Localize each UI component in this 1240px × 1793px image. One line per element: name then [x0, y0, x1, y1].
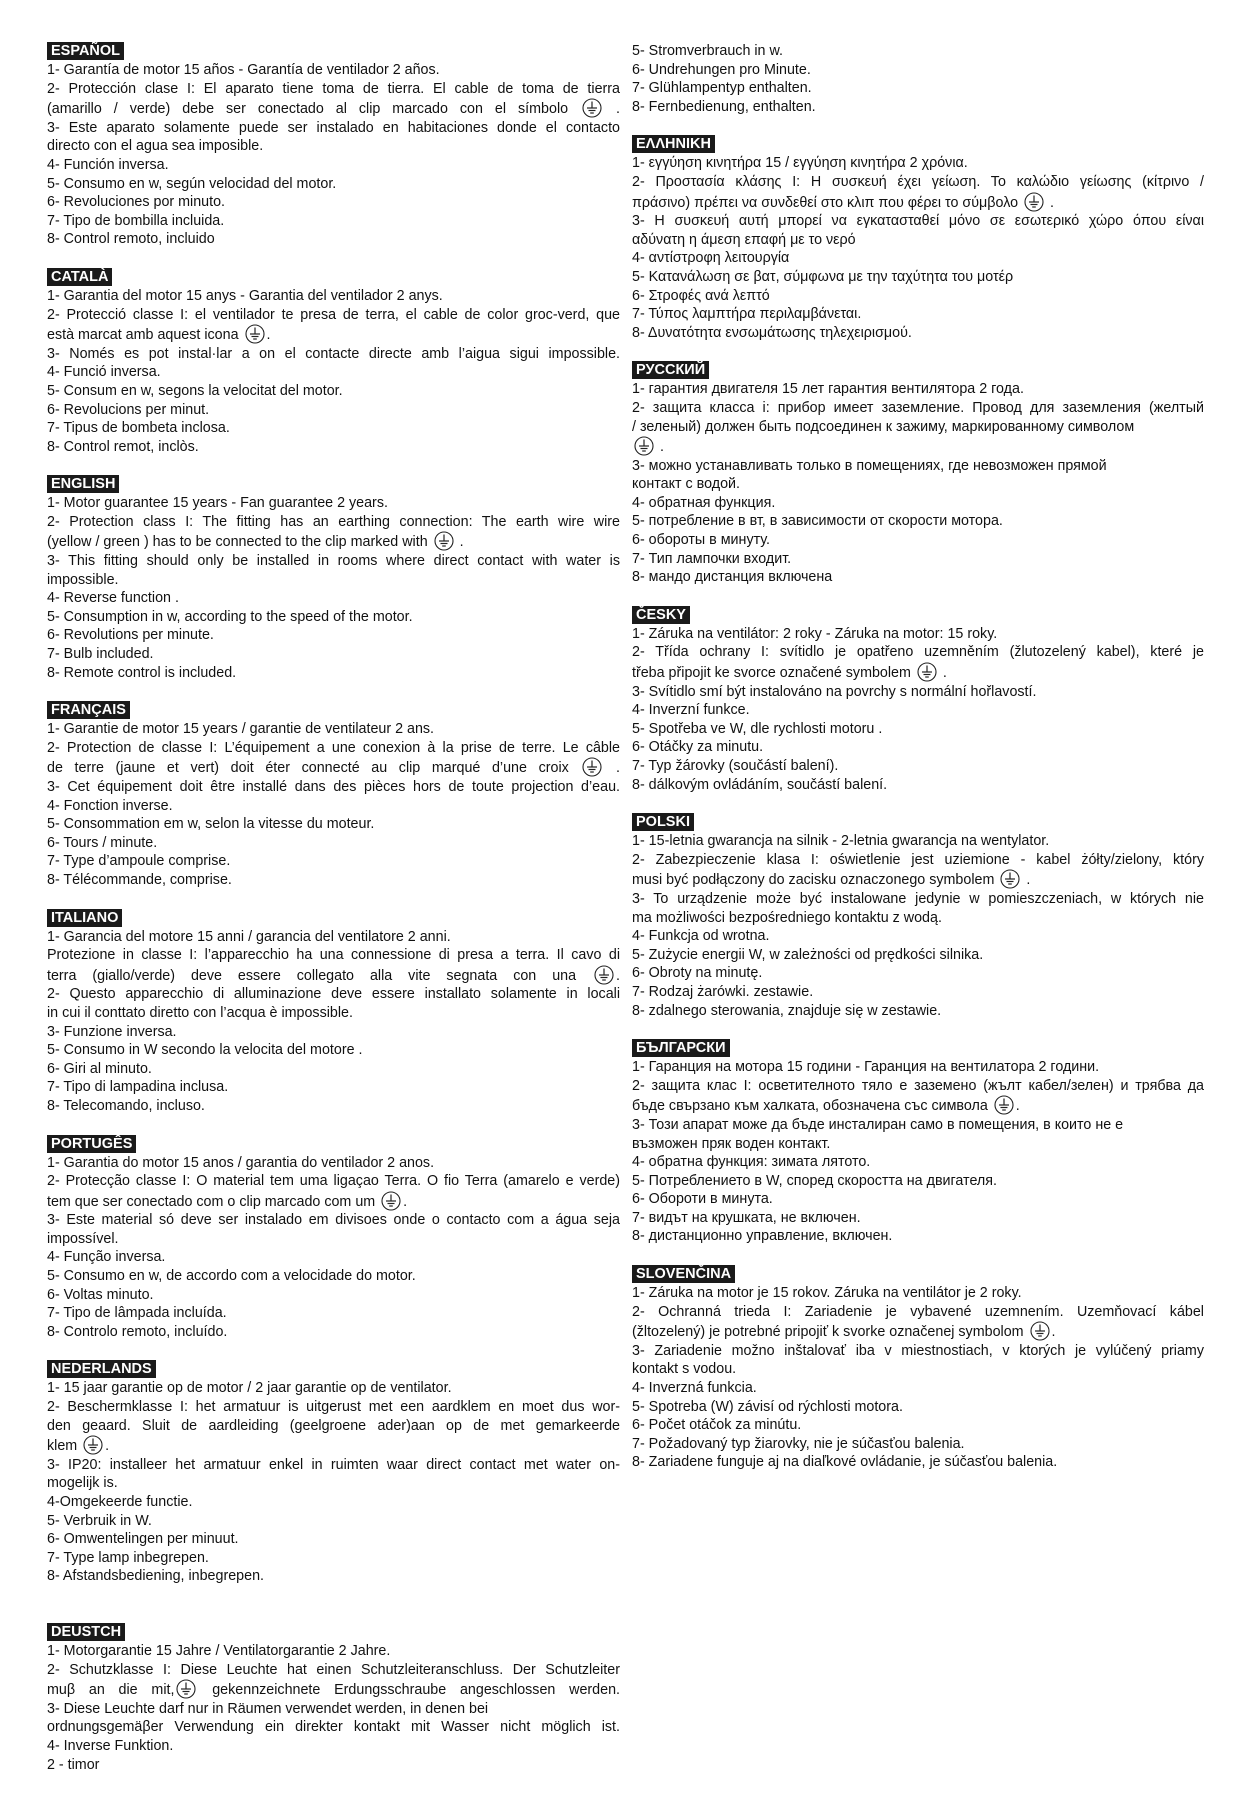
text-line: 3- Funzione inversa. — [47, 1023, 177, 1040]
text-line: 8- Δυνατότητα ενσωμάτωσης τηλεχειρισμού. — [632, 324, 912, 341]
text-line: 1- Motor guarantee 15 years - Fan guarantee 2 years. — [47, 495, 388, 512]
text-line: 2- Protecção classe I: O material tem uma ligaçao Terra. O fio Terra (amarelo e verde) — [47, 1173, 620, 1190]
text-line: контакт с водой. — [632, 476, 740, 493]
text-line: 5- Zużycie energii W, w zależności od prędkości silnika. — [632, 946, 984, 963]
earth-ground-icon — [245, 324, 265, 344]
section-esky — [632, 606, 1204, 794]
text-line: 2- Questo apparecchio di alluminazione deve essere installato solamente in locali — [47, 986, 620, 1003]
text-line: impossível. — [47, 1230, 119, 1247]
text-line: 3- можно устанавливать только в помещениях, где невозможен прямой — [632, 457, 1107, 474]
text-line: mogelijk is. — [47, 1475, 118, 1492]
earth-ground-icon — [994, 1095, 1014, 1115]
text-line: 1- εγγύηση κινητήρα 15 / εγγύηση κινητήρα 2 χρόνια. — [632, 155, 968, 172]
text-line: 2- Protection class I: The fitting has an earthing connection: The earth wire wire — [47, 513, 620, 530]
text-line: . — [632, 436, 1204, 457]
text-line: ma możliwości bezpośredniego kontaktu z wodą. — [632, 909, 942, 926]
text-line: 1- 15 jaar garantie op de motor / 2 jaar garantie op de ventilator. — [47, 1380, 452, 1397]
section-heading: ITALIANO — [47, 909, 122, 927]
section-section-1 — [632, 135, 1204, 342]
text-line: 8- мандо дистанция включена — [632, 569, 833, 586]
text-line: 8- Telecomando, incluso. — [47, 1097, 205, 1114]
text-line: 1- Garantía de motor 15 años - Garantía de ventilador 2 años. — [47, 62, 440, 78]
text-line: 5- Κατανάλωση σε βατ, σύμφωνα με την ταχύτητα του μοτέρ — [632, 268, 1014, 285]
text-line: 2- защита клас I: осветителното тяло е заземено (жълт кабел/зелен) и трябва да — [632, 1077, 1204, 1094]
earth-ground-icon — [582, 757, 602, 777]
text-line: възможен пряк воден контакт. — [632, 1135, 831, 1152]
right-column — [632, 42, 1204, 1491]
text-line: 3- IP20: installeer het armatuur enkel in ruimten waar direct contact met water on- — [47, 1456, 620, 1473]
section-espa-ol — [47, 42, 620, 249]
section-sloven-ina — [632, 1265, 1204, 1472]
text-line: ordnungsgemäβer Verwendung ein direkter kontakt mit Wasser nicht möglich ist. — [47, 1719, 620, 1736]
earth-ground-icon — [83, 1435, 103, 1455]
text-line: 3- Η συσκευή αυτή μπορεί να εγκατασταθεί μόνο σε εσωτερικό χώρο όπου είναι — [632, 213, 1204, 230]
section-english — [47, 475, 620, 682]
text-line: 7- Тип лампочки входит. — [632, 550, 792, 567]
text-line: 3- Este material só deve ser instalado em divisoes onde o contacto com a água seja — [47, 1212, 620, 1229]
text-line: 7- Požadovaný typ žiarovky, nie je súčasťou balenia. — [632, 1435, 965, 1452]
text-line: 1- Гаранция на мотора 15 години - Гаранция на вентилатора 2 години. — [632, 1059, 1100, 1076]
text-line: 3- Cet équipement doit être installé dans des pièces hors de toute projection d’eau. — [47, 779, 620, 795]
text-line: 8- Control remoto, incluido — [47, 231, 215, 248]
text-line: 8- Télécommande, comprise. — [47, 871, 232, 888]
text-line: 5- Consum en w, segons la velocitat del motor. — [47, 382, 343, 399]
text-line: 7- Bulb included. — [47, 646, 154, 663]
text-line: 4- Inverzná funkcia. — [632, 1380, 757, 1397]
earth-ground-icon — [1000, 869, 1020, 889]
text-line: 6- Voltas minuto. — [47, 1286, 154, 1303]
section-heading: ENGLISH — [47, 475, 119, 493]
text-line: 8- Remote control is included. — [47, 664, 237, 681]
text-line: 1- Záruka na motor je 15 rokov. Záruka na ventilátor je 2 roky. — [632, 1285, 1022, 1302]
section-deustch — [47, 1623, 620, 1774]
text-line: 2- Protecció classe I: el ventilador te presa de terra, el cable de color groc-verd, que — [47, 306, 620, 323]
left-column — [47, 42, 620, 1793]
text-line: 2 - timor — [47, 1756, 100, 1773]
text-line: 3- Este aparato solamente puede ser instalado en habitaciones donde el contacto — [47, 119, 620, 136]
text-line: Protezione in classe I: l’apparecchio ha una connessione di presa a terra. Il cavo di — [47, 947, 620, 964]
section-heading: ΕΛΛΗΝΙΚΗ — [632, 135, 715, 153]
section-heading: РУССКИЙ — [632, 361, 709, 379]
text-line: den geaard. Sluit de aardleiding (geelgroene ader)aan op de met gemarkeerde — [47, 1417, 620, 1434]
section-polski — [632, 813, 1204, 1020]
text-line: 6- Tours / minute. — [47, 834, 158, 851]
text-line: 6- Omwentelingen per minuut. — [47, 1531, 239, 1548]
text-line: (yellow / green ) has to be connected to the clip marked with . — [47, 531, 620, 552]
text-line: 1- гарантия двигателя 15 лет гарантия вентилятора 2 года. — [632, 381, 1024, 398]
text-line: 2- Schutzklasse I: Diese Leuchte hat einen Schutzleiteranschluss. Der Schutzleiter — [47, 1661, 620, 1678]
text-line: 2- Zabezpieczenie klasa I: oświetlenie jest uziemione - kabel żółty/zielony, który — [632, 851, 1204, 868]
text-line: 8- zdalnego sterowania, znajduje się w zestawie. — [632, 1002, 942, 1019]
section-heading: SLOVENČINA — [632, 1265, 735, 1283]
text-line: 3- This fitting should only be installed in rooms where direct contact with water is — [47, 553, 620, 570]
text-line: klem . — [47, 1435, 620, 1456]
earth-ground-icon — [1030, 1321, 1050, 1341]
text-line: 8- Afstandsbediening, inbegrepen. — [47, 1568, 265, 1585]
text-line: 6- Počet otáčok za minútu. — [632, 1417, 802, 1434]
text-line: 2- Třída ochrany I: svítidlo je opatřeno uzemněním (žlutozelený kabel), které je — [632, 644, 1204, 661]
text-line: in cui il conttato diretto con l’acqua è impossible. — [47, 1004, 353, 1021]
text-line: 4- Inverse Funktion. — [47, 1737, 174, 1754]
text-line: 3- Този апарат може да бъде инсталиран само в помещения, в които не е — [632, 1116, 1124, 1133]
section-catal — [47, 268, 620, 456]
text-line: terra (giallo/verde) deve essere collegato alla vite segnata con una . — [47, 965, 620, 986]
text-line: 7- Rodzaj żarówki. zestawie. — [632, 983, 814, 1000]
text-line: 5- Consumo in W secondo la velocita del motore . — [47, 1042, 363, 1059]
section-section-5 — [632, 1039, 1204, 1246]
text-line: 5- Stromverbrauch in w. — [632, 43, 783, 59]
text-line: 6- Обороти в минута. — [632, 1191, 773, 1208]
text-line: 5- Consumo en w, según velocidad del motor. — [47, 175, 337, 192]
text-line: 4- Funkcja od wrotna. — [632, 928, 770, 945]
text-line: 4- Reverse function . — [47, 590, 179, 607]
text-line: 8- Zariadene funguje aj na diaľkové ovládanie, je súčasťou balenia. — [632, 1454, 1058, 1471]
text-line: 1- Garantia do motor 15 anos / garantia do ventilador 2 anos. — [47, 1154, 435, 1171]
text-line: 3- Svítidlo smí být instalováno na povrchy s normální hořlavostí. — [632, 683, 1037, 700]
earth-ground-icon — [917, 662, 937, 682]
text-line: 3- To urządzenie może być instalowane jedynie w pomieszczeniach, w których nie — [632, 890, 1204, 907]
text-line: 1- 15-letnia gwarancja na silnik - 2-letnia gwarancja na wentylator. — [632, 833, 1050, 850]
text-line: 4- Função inversa. — [47, 1249, 166, 1266]
section-heading: NEDERLANDS — [47, 1360, 156, 1378]
section-heading: POLSKI — [632, 813, 694, 831]
text-line: 7- Tipo de bombilla incluida. — [47, 212, 225, 229]
text-line: 6- Revoluciones por minuto. — [47, 194, 226, 211]
text-line: 7- Tipo di lampadina inclusa. — [47, 1079, 229, 1096]
text-line: 1- Záruka na ventilátor: 2 roky - Záruka na motor: 15 roky. — [632, 625, 998, 642]
earth-ground-icon — [176, 1679, 196, 1699]
text-line: 1- Garantia del motor 15 anys - Garantia del ventilador 2 anys. — [47, 287, 443, 304]
text-line: 5- Потреблението в W, според скоростта на двигателя. — [632, 1172, 997, 1189]
text-line: impossible. — [47, 571, 119, 588]
text-line: 7- Typ žárovky (součástí balení). — [632, 758, 839, 774]
text-line: 4-Omgekeerde functie. — [47, 1494, 193, 1510]
text-line: 4- Fonction inverse. — [47, 797, 173, 814]
text-line: 7- Type d’ampoule comprise. — [47, 853, 231, 870]
text-line: 4- Funció inversa. — [47, 364, 161, 381]
text-line: αδύνατη η άμεση επαφή με το νερό — [632, 231, 856, 248]
text-line: třeba připojit ke svorce označené symbolem . — [632, 662, 1204, 683]
text-line: 5- Consumption in w, according to the speed of the motor. — [47, 608, 413, 625]
section-heading: DEUSTCH — [47, 1623, 125, 1641]
earth-ground-icon — [594, 965, 614, 985]
text-line: 4- Función inversa. — [47, 156, 169, 173]
text-line: (žltozelený) je potrebné pripojiť k svorke označenej symbolom . — [632, 1321, 1204, 1342]
text-line: de terre (jaune et vert) doit éter connecté au clip marqué d’une croix . — [47, 757, 620, 778]
text-line: 8- Control remot, inclòs. — [47, 438, 199, 455]
text-line: 8- Controlo remoto, incluído. — [47, 1323, 228, 1340]
text-line: 2- Protección clase I: El aparato tiene toma de tierra. El cable de toma de tierra — [47, 80, 620, 97]
section-fran-ais — [47, 701, 620, 889]
text-line: musi być podłączony do zacisku oznaczonego symbolem . — [632, 869, 1204, 890]
text-line: 7- Τύπος λαμπτήρα περιλαμβάνεται. — [632, 306, 862, 323]
text-line: 5- потребление в вт, в зависимости от скорости мотора. — [632, 513, 1003, 530]
section-heading: CATALÀ — [47, 268, 112, 286]
text-line: kontakt s vodou. — [632, 1361, 737, 1378]
text-line: 6- Revolucions per minut. — [47, 401, 210, 418]
text-line: 1- Garancia del motore 15 anni / garancia del ventilatore 2 anni. — [47, 928, 451, 945]
text-line: 8- Fernbedienung, enthalten. — [632, 98, 816, 115]
text-line: 6- Στροφές ανά λεπτό — [632, 287, 770, 304]
section-heading: БЪЛГАРСКИ — [632, 1039, 730, 1057]
text-line: 8- дистанционно управление, включен. — [632, 1228, 893, 1245]
text-line: 8- dálkovým ovládáním, součástí balení. — [632, 776, 888, 793]
text-line: 3- Zariadenie možno inštalovať iba v miestnostiach, v ktorých je vylúčený priamy — [632, 1342, 1204, 1359]
section-italiano — [47, 909, 620, 1116]
earth-ground-icon — [434, 531, 454, 551]
text-line: tem que ser conectado com o clip marcado com um . — [47, 1191, 620, 1212]
text-line: 4- обратная функция. — [632, 494, 776, 511]
section-heading: ČESKY — [632, 606, 690, 624]
text-line: 5- Consommation em w, selon la vitesse du moteur. — [47, 816, 375, 833]
text-line: бъде свързано към халката, обозначена със символа . — [632, 1095, 1204, 1116]
text-line: 6- Giri al minuto. — [47, 1060, 152, 1077]
text-line: 2- Ochranná trieda I: Zariadenie je vybavené uzemnením. Uzemňovací kábel — [632, 1303, 1204, 1320]
text-line: 7- Glühlampentyp enthalten. — [632, 80, 812, 97]
text-line: muβ an die mit, gekennzeichnete Erdungsschraube angeschlossen werden. — [47, 1679, 620, 1700]
text-line: 6- Undrehungen pro Minute. — [632, 61, 811, 78]
earth-ground-icon — [582, 98, 602, 118]
section-heading: FRANÇAIS — [47, 701, 130, 719]
text-line: 1- Motorgarantie 15 Jahre / Ventilatorgarantie 2 Jahre. — [47, 1642, 391, 1659]
text-line: 1- Garantie de motor 15 years / garantie de ventilateur 2 ans. — [47, 721, 435, 738]
text-line: directo con el agua sea imposible. — [47, 138, 264, 155]
text-line: (amarillo / verde) debe ser conectado al clip marcado con el símbolo . — [47, 98, 620, 119]
section-portug-s — [47, 1135, 620, 1342]
text-line: 5- Consumo en w, de accordo com a velocidade do motor. — [47, 1268, 416, 1285]
earth-ground-icon — [1024, 192, 1044, 212]
text-line: πράσινο) πρέπει να συνδεθεί στο κλιπ που φέρει το σύμβολο . — [632, 192, 1204, 213]
section-section-2 — [632, 361, 1204, 587]
text-line: 5- Spotreba (W) závisí od rýchlosti motora. — [632, 1398, 903, 1415]
text-line: 3- Diese Leuchte darf nur in Räumen verwendet werden, in denen bei — [47, 1700, 489, 1717]
text-line: 7- Type lamp inbegrepen. — [47, 1549, 209, 1566]
earth-ground-icon — [634, 436, 654, 456]
text-line: 5- Verbruik in W. — [47, 1512, 152, 1529]
text-line: 7- Tipus de bombeta inclosa. — [47, 420, 230, 437]
text-line: 2- защита класса i: прибор имеет заземление. Провод для заземления (желтый — [632, 399, 1204, 416]
section-heading: ESPAÑOL — [47, 42, 124, 60]
text-line: 2- Protection de classe I: L’équipement a une conexion à la prise de terre. Le câble — [47, 739, 620, 756]
text-line: 7- Tipo de lâmpada incluída. — [47, 1305, 227, 1322]
text-line: 3- Només es pot instal·lar a on el contacte directe amb l’aigua sigui impossible. — [47, 345, 620, 362]
section-nederlands — [47, 1360, 620, 1586]
text-line: 6- Obroty na minutę. — [632, 965, 763, 982]
text-line: 5- Spotřeba ve W, dle rychlosti motoru . — [632, 720, 883, 737]
text-line: 6- Otáčky za minutu. — [632, 739, 764, 756]
section-continued — [632, 42, 1204, 116]
text-line: 6- Revolutions per minute. — [47, 627, 214, 644]
text-line: 2- Προστασία κλάσης I: Η συσκευή έχει γείωση. Το καλώδιο γείωσης (κίτρινο / — [632, 173, 1204, 190]
text-line: 4- обратна функция: зимата лятото. — [632, 1154, 871, 1171]
text-line: 4- Inverzní funkce. — [632, 702, 750, 719]
section-heading: PORTUGÊS — [47, 1135, 136, 1153]
text-line: està marcat amb aquest icona . — [47, 324, 620, 345]
text-line: 2- Beschermklasse I: het armatuur is uitgerust met een aardklem en moet dus wor- — [47, 1399, 620, 1416]
text-line: 4- αντίστροφη λειτουργία — [632, 250, 790, 267]
text-line: 6- обороты в минуту. — [632, 532, 770, 549]
text-line: / зеленый) должен быть подсоединен к зажиму, маркированному символом — [632, 418, 1135, 435]
text-line: 7- видът на крушката, не включен. — [632, 1209, 861, 1226]
earth-ground-icon — [381, 1191, 401, 1211]
